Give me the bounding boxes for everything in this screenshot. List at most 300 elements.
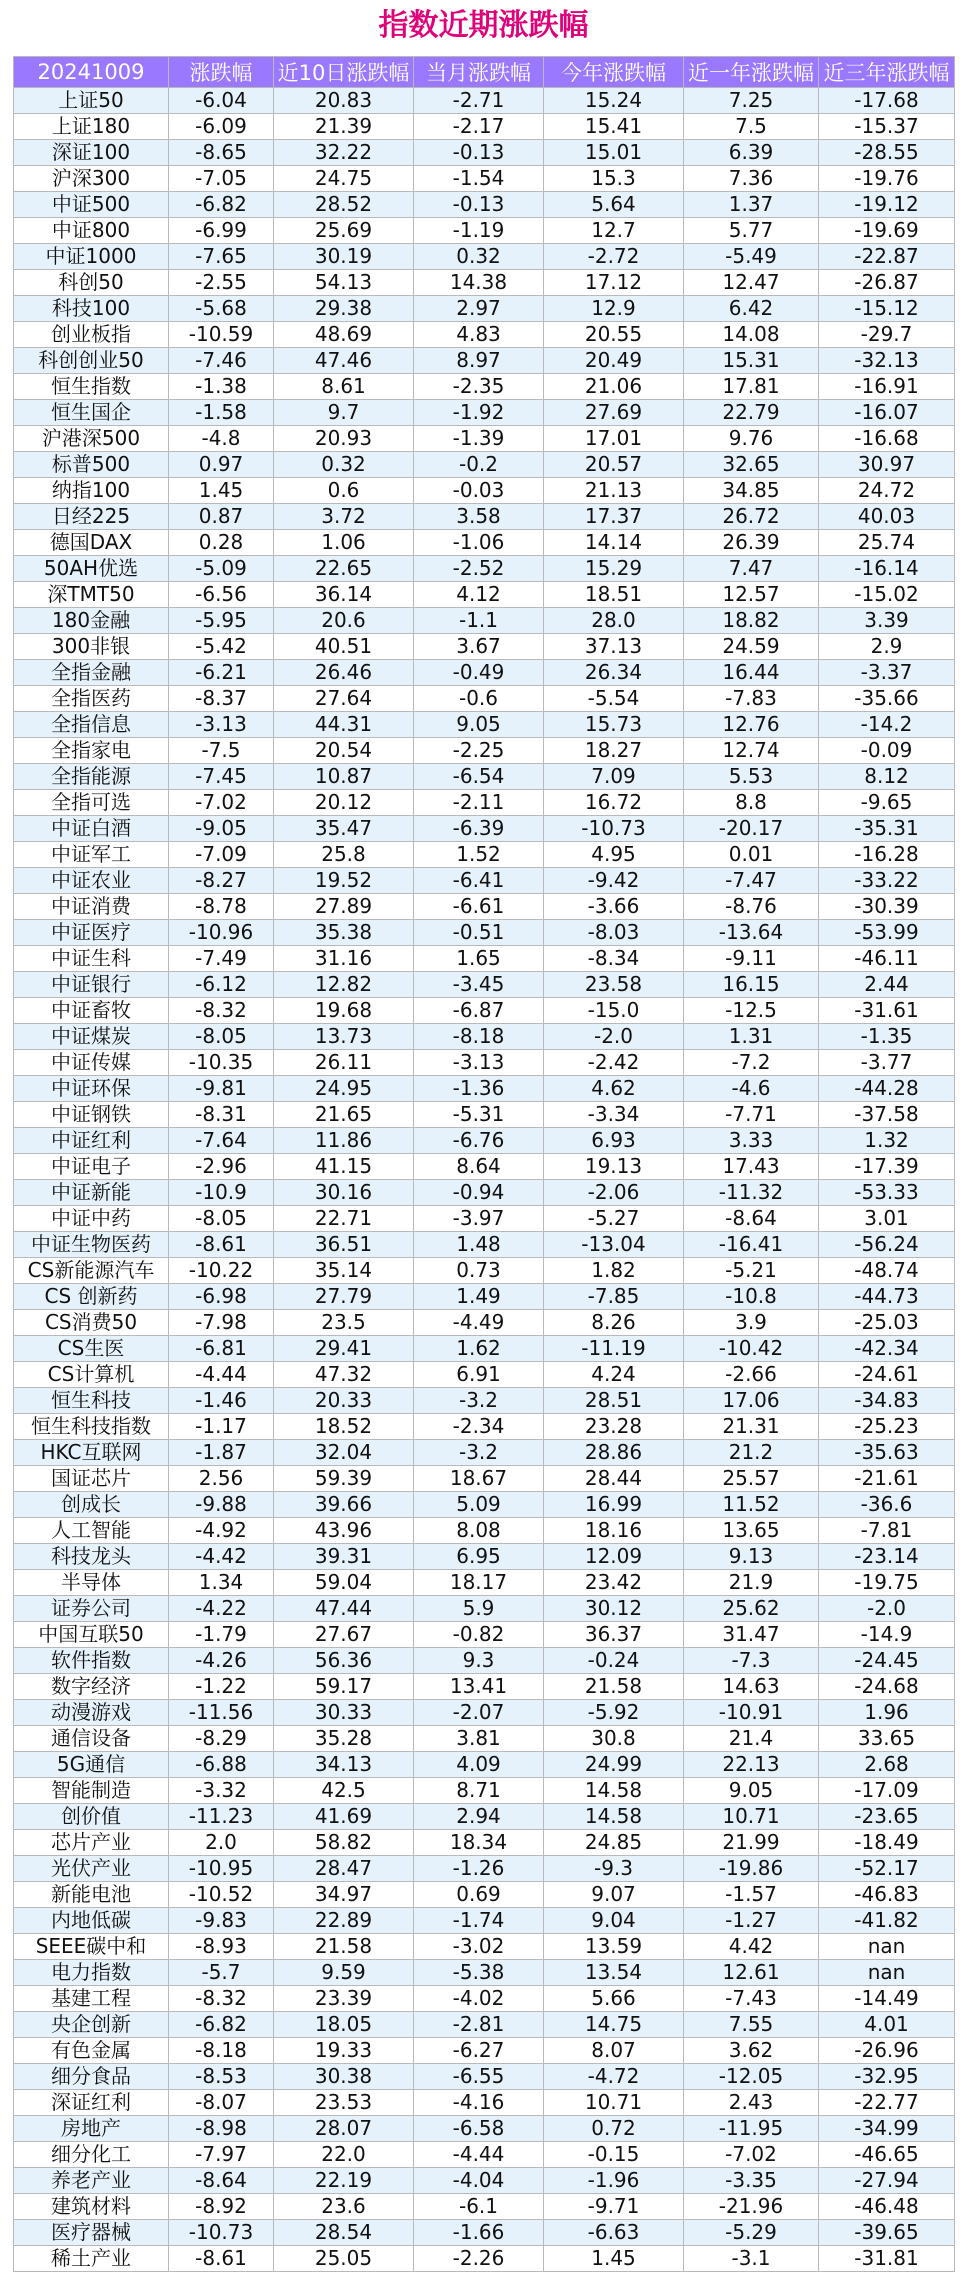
change-1year-cell: 5.53 — [684, 764, 819, 790]
table-row — [14, 1362, 955, 1388]
change-month-cell: -6.54 — [414, 764, 544, 790]
change-month-cell: -0.6 — [414, 686, 544, 712]
table-row — [14, 2168, 955, 2194]
change-cell: -8.61 — [169, 1232, 274, 1258]
change-10day-cell: 24.95 — [274, 1076, 414, 1102]
change-3year-cell: -19.75 — [819, 1570, 955, 1596]
header-change: 涨跌幅 — [169, 57, 274, 88]
change-10day-cell: 34.13 — [274, 1752, 414, 1778]
change-1year-cell: 18.82 — [684, 608, 819, 634]
change-ytd-cell: -9.71 — [544, 2194, 684, 2220]
change-10day-cell: 0.32 — [274, 452, 414, 478]
index-name-cell: 5G通信 — [14, 1752, 169, 1778]
change-10day-cell: 9.59 — [274, 1960, 414, 1986]
change-3year-cell: nan — [819, 1960, 955, 1986]
table-row — [14, 1570, 955, 1596]
index-name-cell: 上证50 — [14, 88, 169, 114]
table-row — [14, 608, 955, 634]
change-3year-cell: -3.37 — [819, 660, 955, 686]
change-3year-cell: -21.61 — [819, 1466, 955, 1492]
change-10day-cell: 36.14 — [274, 582, 414, 608]
table-row — [14, 426, 955, 452]
change-1year-cell: 12.76 — [684, 712, 819, 738]
change-cell: -5.7 — [169, 1960, 274, 1986]
change-1year-cell: 9.76 — [684, 426, 819, 452]
change-1year-cell: 11.52 — [684, 1492, 819, 1518]
change-1year-cell: -3.1 — [684, 2246, 819, 2272]
change-cell: -8.31 — [169, 1102, 274, 1128]
change-3year-cell: 2.68 — [819, 1752, 955, 1778]
change-1year-cell: -9.11 — [684, 946, 819, 972]
change-ytd-cell: -15.0 — [544, 998, 684, 1024]
change-10day-cell: 44.31 — [274, 712, 414, 738]
table-row — [14, 452, 955, 478]
change-month-cell: -4.04 — [414, 2168, 544, 2194]
change-cell: 0.87 — [169, 504, 274, 530]
change-month-cell: -1.39 — [414, 426, 544, 452]
change-10day-cell: 54.13 — [274, 270, 414, 296]
change-1year-cell: 3.9 — [684, 1310, 819, 1336]
change-ytd-cell: -2.42 — [544, 1050, 684, 1076]
change-10day-cell: 47.32 — [274, 1362, 414, 1388]
change-ytd-cell: 19.13 — [544, 1154, 684, 1180]
table-row — [14, 1388, 955, 1414]
change-cell: -6.04 — [169, 88, 274, 114]
index-name-cell: 上证180 — [14, 114, 169, 140]
change-ytd-cell: 20.57 — [544, 452, 684, 478]
change-10day-cell: 3.72 — [274, 504, 414, 530]
change-10day-cell: 27.89 — [274, 894, 414, 920]
table-row — [14, 1908, 955, 1934]
change-ytd-cell: 17.12 — [544, 270, 684, 296]
header-10day: 近10日涨跌幅 — [274, 57, 414, 88]
change-3year-cell: -33.22 — [819, 868, 955, 894]
change-3year-cell: -16.91 — [819, 374, 955, 400]
change-3year-cell: -23.14 — [819, 1544, 955, 1570]
table-row — [14, 1024, 955, 1050]
change-month-cell: 1.62 — [414, 1336, 544, 1362]
change-month-cell: -8.18 — [414, 1024, 544, 1050]
index-name-cell: 医疗器械 — [14, 2220, 169, 2246]
change-3year-cell: 3.39 — [819, 608, 955, 634]
table-row — [14, 556, 955, 582]
change-month-cell: 0.73 — [414, 1258, 544, 1284]
table-row — [14, 114, 955, 140]
change-cell: -8.05 — [169, 1206, 274, 1232]
change-3year-cell: -25.23 — [819, 1414, 955, 1440]
change-3year-cell: -3.77 — [819, 1050, 955, 1076]
change-cell: 2.56 — [169, 1466, 274, 1492]
index-name-cell: 中证畜牧 — [14, 998, 169, 1024]
table-row — [14, 660, 955, 686]
change-cell: -6.98 — [169, 1284, 274, 1310]
change-10day-cell: 59.39 — [274, 1466, 414, 1492]
change-ytd-cell: 21.58 — [544, 1674, 684, 1700]
change-ytd-cell: -13.04 — [544, 1232, 684, 1258]
change-3year-cell: -24.45 — [819, 1648, 955, 1674]
header-1year: 近一年涨跌幅 — [684, 57, 819, 88]
change-cell: -8.92 — [169, 2194, 274, 2220]
change-1year-cell: 32.65 — [684, 452, 819, 478]
table-row — [14, 894, 955, 920]
change-1year-cell: 3.62 — [684, 2038, 819, 2064]
table-row — [14, 842, 955, 868]
change-ytd-cell: 9.07 — [544, 1882, 684, 1908]
change-1year-cell: 2.43 — [684, 2090, 819, 2116]
change-10day-cell: 20.83 — [274, 88, 414, 114]
change-month-cell: 6.91 — [414, 1362, 544, 1388]
change-month-cell: -2.81 — [414, 2012, 544, 2038]
change-month-cell: -2.17 — [414, 114, 544, 140]
index-name-cell: 300非银 — [14, 634, 169, 660]
index-name-cell: 中证消费 — [14, 894, 169, 920]
change-3year-cell: -16.28 — [819, 842, 955, 868]
change-1year-cell: -7.2 — [684, 1050, 819, 1076]
change-cell: -3.13 — [169, 712, 274, 738]
change-month-cell: -4.02 — [414, 1986, 544, 2012]
table-row — [14, 686, 955, 712]
index-name-cell: 中证800 — [14, 218, 169, 244]
change-cell: -1.22 — [169, 1674, 274, 1700]
index-name-cell: 中国互联50 — [14, 1622, 169, 1648]
table-row — [14, 972, 955, 998]
table-row — [14, 322, 955, 348]
change-1year-cell: 13.65 — [684, 1518, 819, 1544]
index-name-cell: 180金融 — [14, 608, 169, 634]
change-cell: 2.0 — [169, 1830, 274, 1856]
header-row — [14, 57, 955, 88]
change-1year-cell: -1.27 — [684, 1908, 819, 1934]
change-3year-cell: 1.96 — [819, 1700, 955, 1726]
change-month-cell: 1.48 — [414, 1232, 544, 1258]
index-name-cell: 中证钢铁 — [14, 1102, 169, 1128]
change-month-cell: 6.95 — [414, 1544, 544, 1570]
index-name-cell: 证券公司 — [14, 1596, 169, 1622]
change-month-cell: -2.52 — [414, 556, 544, 582]
change-month-cell: -0.94 — [414, 1180, 544, 1206]
table-row — [14, 1440, 955, 1466]
change-3year-cell: -42.34 — [819, 1336, 955, 1362]
change-3year-cell: -39.65 — [819, 2220, 955, 2246]
table-row — [14, 1622, 955, 1648]
change-3year-cell: -19.69 — [819, 218, 955, 244]
change-10day-cell: 22.0 — [274, 2142, 414, 2168]
change-3year-cell: -46.83 — [819, 1882, 955, 1908]
change-3year-cell: -29.7 — [819, 322, 955, 348]
change-3year-cell: -15.12 — [819, 296, 955, 322]
change-cell: -1.46 — [169, 1388, 274, 1414]
change-ytd-cell: 4.24 — [544, 1362, 684, 1388]
table-row — [14, 1544, 955, 1570]
change-10day-cell: 27.67 — [274, 1622, 414, 1648]
change-ytd-cell: -10.73 — [544, 816, 684, 842]
change-10day-cell: 19.68 — [274, 998, 414, 1024]
change-cell: -6.81 — [169, 1336, 274, 1362]
change-month-cell: -6.41 — [414, 868, 544, 894]
change-ytd-cell: 24.85 — [544, 1830, 684, 1856]
change-10day-cell: 25.69 — [274, 218, 414, 244]
change-ytd-cell: 15.73 — [544, 712, 684, 738]
change-ytd-cell: -8.03 — [544, 920, 684, 946]
change-3year-cell: -34.99 — [819, 2116, 955, 2142]
change-1year-cell: 21.99 — [684, 1830, 819, 1856]
change-month-cell: -1.1 — [414, 608, 544, 634]
change-1year-cell: 21.31 — [684, 1414, 819, 1440]
change-month-cell: -2.35 — [414, 374, 544, 400]
change-1year-cell: 22.79 — [684, 400, 819, 426]
change-cell: -8.61 — [169, 2246, 274, 2272]
change-month-cell: 18.34 — [414, 1830, 544, 1856]
change-10day-cell: 20.12 — [274, 790, 414, 816]
change-month-cell: -6.58 — [414, 2116, 544, 2142]
change-month-cell: -0.49 — [414, 660, 544, 686]
table-row — [14, 530, 955, 556]
change-10day-cell: 41.15 — [274, 1154, 414, 1180]
change-month-cell: -4.16 — [414, 2090, 544, 2116]
change-month-cell: -2.26 — [414, 2246, 544, 2272]
change-cell: -4.22 — [169, 1596, 274, 1622]
index-name-cell: 恒生科技 — [14, 1388, 169, 1414]
change-10day-cell: 20.93 — [274, 426, 414, 452]
change-10day-cell: 26.46 — [274, 660, 414, 686]
change-month-cell: -0.03 — [414, 478, 544, 504]
change-ytd-cell: 37.13 — [544, 634, 684, 660]
change-3year-cell: -30.39 — [819, 894, 955, 920]
change-1year-cell: -1.57 — [684, 1882, 819, 1908]
change-1year-cell: -4.6 — [684, 1076, 819, 1102]
index-name-cell: 科技100 — [14, 296, 169, 322]
change-month-cell: 3.67 — [414, 634, 544, 660]
table-row — [14, 2038, 955, 2064]
change-10day-cell: 23.39 — [274, 1986, 414, 2012]
change-cell: -8.37 — [169, 686, 274, 712]
change-month-cell: 4.09 — [414, 1752, 544, 1778]
change-1year-cell: 15.31 — [684, 348, 819, 374]
change-10day-cell: 1.06 — [274, 530, 414, 556]
index-name-cell: 中证煤炭 — [14, 1024, 169, 1050]
change-1year-cell: -8.64 — [684, 1206, 819, 1232]
change-ytd-cell: -4.72 — [544, 2064, 684, 2090]
page-title: 指数近期涨跌幅 — [378, 8, 589, 43]
change-1year-cell: -16.41 — [684, 1232, 819, 1258]
change-month-cell: -6.61 — [414, 894, 544, 920]
change-1year-cell: 22.13 — [684, 1752, 819, 1778]
table-row — [14, 1726, 955, 1752]
change-3year-cell: -26.87 — [819, 270, 955, 296]
change-3year-cell: -28.55 — [819, 140, 955, 166]
change-10day-cell: 23.6 — [274, 2194, 414, 2220]
change-3year-cell: -22.77 — [819, 2090, 955, 2116]
change-cell: -7.02 — [169, 790, 274, 816]
change-10day-cell: 28.47 — [274, 1856, 414, 1882]
change-ytd-cell: -3.34 — [544, 1102, 684, 1128]
change-ytd-cell: 13.54 — [544, 1960, 684, 1986]
change-10day-cell: 18.05 — [274, 2012, 414, 2038]
change-3year-cell: -31.61 — [819, 998, 955, 1024]
change-1year-cell: -5.29 — [684, 2220, 819, 2246]
change-cell: -10.35 — [169, 1050, 274, 1076]
change-10day-cell: 39.66 — [274, 1492, 414, 1518]
index-name-cell: 纳指100 — [14, 478, 169, 504]
change-cell: 0.97 — [169, 452, 274, 478]
index-name-cell: 房地产 — [14, 2116, 169, 2142]
change-ytd-cell: 26.34 — [544, 660, 684, 686]
change-month-cell: -1.54 — [414, 166, 544, 192]
change-ytd-cell: 15.29 — [544, 556, 684, 582]
change-1year-cell: 16.15 — [684, 972, 819, 998]
change-3year-cell: -24.61 — [819, 1362, 955, 1388]
change-month-cell: -6.1 — [414, 2194, 544, 2220]
change-month-cell: 4.83 — [414, 322, 544, 348]
index-name-cell: 科技龙头 — [14, 1544, 169, 1570]
change-3year-cell: -52.17 — [819, 1856, 955, 1882]
table-row — [14, 946, 955, 972]
change-cell: -6.82 — [169, 2012, 274, 2038]
change-3year-cell: -36.6 — [819, 1492, 955, 1518]
change-month-cell: 0.69 — [414, 1882, 544, 1908]
index-name-cell: 中证环保 — [14, 1076, 169, 1102]
index-name-cell: 半导体 — [14, 1570, 169, 1596]
change-1year-cell: 4.42 — [684, 1934, 819, 1960]
change-10day-cell: 20.54 — [274, 738, 414, 764]
index-name-cell: 稀土产业 — [14, 2246, 169, 2272]
change-ytd-cell: 30.8 — [544, 1726, 684, 1752]
index-name-cell: CS生医 — [14, 1336, 169, 1362]
index-name-cell: 智能制造 — [14, 1778, 169, 1804]
change-10day-cell: 58.82 — [274, 1830, 414, 1856]
change-cell: -11.56 — [169, 1700, 274, 1726]
index-name-cell: 养老产业 — [14, 2168, 169, 2194]
change-1year-cell: 26.39 — [684, 530, 819, 556]
index-name-cell: 中证生科 — [14, 946, 169, 972]
table-row — [14, 738, 955, 764]
change-10day-cell: 35.38 — [274, 920, 414, 946]
change-month-cell: 18.67 — [414, 1466, 544, 1492]
change-3year-cell: -41.82 — [819, 1908, 955, 1934]
change-1year-cell: -11.95 — [684, 2116, 819, 2142]
change-10day-cell: 30.33 — [274, 1700, 414, 1726]
table-row — [14, 764, 955, 790]
change-1year-cell: 6.42 — [684, 296, 819, 322]
change-ytd-cell: 0.72 — [544, 2116, 684, 2142]
index-name-cell: 建筑材料 — [14, 2194, 169, 2220]
change-1year-cell: -12.5 — [684, 998, 819, 1024]
index-change-table — [13, 56, 955, 2272]
change-month-cell: -4.44 — [414, 2142, 544, 2168]
change-ytd-cell: 12.7 — [544, 218, 684, 244]
index-name-cell: 全指医药 — [14, 686, 169, 712]
change-10day-cell: 59.04 — [274, 1570, 414, 1596]
change-1year-cell: 0.01 — [684, 842, 819, 868]
header-ytd: 今年涨跌幅 — [544, 57, 684, 88]
change-month-cell: -3.13 — [414, 1050, 544, 1076]
change-month-cell: -4.49 — [414, 1310, 544, 1336]
change-ytd-cell: 5.66 — [544, 1986, 684, 2012]
change-ytd-cell: 1.45 — [544, 2246, 684, 2272]
change-ytd-cell: -11.19 — [544, 1336, 684, 1362]
change-ytd-cell: 17.01 — [544, 426, 684, 452]
change-month-cell: -6.76 — [414, 1128, 544, 1154]
change-month-cell: 1.65 — [414, 946, 544, 972]
change-month-cell: 8.71 — [414, 1778, 544, 1804]
change-1year-cell: 14.63 — [684, 1674, 819, 1700]
change-1year-cell: 17.06 — [684, 1388, 819, 1414]
index-name-cell: 全指可选 — [14, 790, 169, 816]
change-cell: -8.05 — [169, 1024, 274, 1050]
change-10day-cell: 59.17 — [274, 1674, 414, 1700]
change-ytd-cell: 14.58 — [544, 1778, 684, 1804]
change-ytd-cell: 4.62 — [544, 1076, 684, 1102]
table-row — [14, 1960, 955, 1986]
change-month-cell: -3.2 — [414, 1440, 544, 1466]
change-cell: -7.97 — [169, 2142, 274, 2168]
change-10day-cell: 22.89 — [274, 1908, 414, 1934]
change-1year-cell: -21.96 — [684, 2194, 819, 2220]
table-row — [14, 1180, 955, 1206]
change-cell: -8.78 — [169, 894, 274, 920]
change-10day-cell: 21.58 — [274, 1934, 414, 1960]
change-ytd-cell: -3.66 — [544, 894, 684, 920]
index-name-cell: 基建工程 — [14, 1986, 169, 2012]
change-cell: -10.95 — [169, 1856, 274, 1882]
change-ytd-cell: -9.3 — [544, 1856, 684, 1882]
change-3year-cell: 2.9 — [819, 634, 955, 660]
change-3year-cell: -15.02 — [819, 582, 955, 608]
change-cell: 0.28 — [169, 530, 274, 556]
change-10day-cell: 9.7 — [274, 400, 414, 426]
change-month-cell: -3.02 — [414, 1934, 544, 1960]
index-name-cell: 中证电子 — [14, 1154, 169, 1180]
change-10day-cell: 27.79 — [274, 1284, 414, 1310]
change-ytd-cell: -5.54 — [544, 686, 684, 712]
change-10day-cell: 19.33 — [274, 2038, 414, 2064]
table-row — [14, 218, 955, 244]
change-10day-cell: 30.16 — [274, 1180, 414, 1206]
change-cell: -5.68 — [169, 296, 274, 322]
change-month-cell: 9.3 — [414, 1648, 544, 1674]
change-1year-cell: -7.83 — [684, 686, 819, 712]
change-10day-cell: 13.73 — [274, 1024, 414, 1050]
change-ytd-cell: 30.12 — [544, 1596, 684, 1622]
change-1year-cell: 14.08 — [684, 322, 819, 348]
table-row — [14, 790, 955, 816]
change-ytd-cell: 28.0 — [544, 608, 684, 634]
change-month-cell: 2.94 — [414, 1804, 544, 1830]
change-10day-cell: 35.28 — [274, 1726, 414, 1752]
index-name-cell: 创价值 — [14, 1804, 169, 1830]
index-name-cell: 深证100 — [14, 140, 169, 166]
index-name-cell: 科创创业50 — [14, 348, 169, 374]
change-1year-cell: -2.66 — [684, 1362, 819, 1388]
change-cell: -8.98 — [169, 2116, 274, 2142]
change-1year-cell: 6.39 — [684, 140, 819, 166]
change-month-cell: -6.27 — [414, 2038, 544, 2064]
change-cell: -7.09 — [169, 842, 274, 868]
change-3year-cell: -22.87 — [819, 244, 955, 270]
change-cell: -11.23 — [169, 1804, 274, 1830]
change-3year-cell: -15.37 — [819, 114, 955, 140]
change-ytd-cell: -8.34 — [544, 946, 684, 972]
index-name-cell: 全指信息 — [14, 712, 169, 738]
change-ytd-cell: 18.27 — [544, 738, 684, 764]
change-ytd-cell: 13.59 — [544, 1934, 684, 1960]
change-ytd-cell: 16.99 — [544, 1492, 684, 1518]
change-month-cell: 13.41 — [414, 1674, 544, 1700]
change-ytd-cell: 8.07 — [544, 2038, 684, 2064]
table-row — [14, 1076, 955, 1102]
change-ytd-cell: -2.0 — [544, 1024, 684, 1050]
table-row — [14, 2012, 955, 2038]
